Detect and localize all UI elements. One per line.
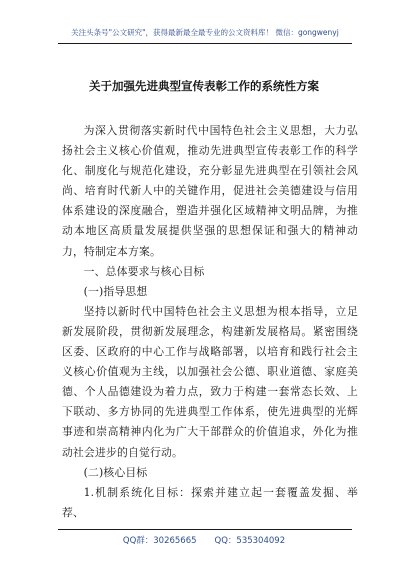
subsection-heading-goals: (二)核心目标 — [83, 465, 148, 479]
footer-divider — [58, 529, 352, 530]
guiding-paragraph: 坚持以新时代中国特色社会主义思想为根本指导，立足新发展阶段，贯彻新发展理念，构建新发展格局。紧密围绕区委、区政府的中心工作与战略部署，以培育和践行社会主义核心价值观为主线，以加强社会公德、职业道德、家庭美德、个人品德建设为着力点，致力于构建一套常态长效、上下联动、多方协同的先进典型工作体系，使先进典型的光辉事迹和崇高精神内化为广大干部群众的价值追求，外化为推动社会进步的自觉行动。 — [62, 304, 358, 459]
document-title: 关于加强先进典型宣传表彰工作的系统性方案 — [89, 79, 319, 93]
section-heading: 一、总体要求与核心目标 — [83, 264, 205, 278]
header-watermark: 关注头条号"公文研究"，获得最新最全最专业的公文资料库！ 微信：gongwenyj — [71, 28, 339, 37]
footer-qq: QQ：535304092 — [214, 536, 286, 546]
goal-item-1: 1.机制系统化目标：探索并建立起一套覆盖发掘、举荐、 — [62, 485, 358, 519]
footer-contacts — [0, 534, 408, 546]
document-body — [62, 121, 358, 523]
intro-paragraph: 为深入贯彻落实新时代中国特色社会主义思想，大力弘扬社会主义核心价值观，推动先进典型宣传表彰工作的科学化、制度化与规范化建设，充分彰显先进典型在引领社会风尚、培育时代新人中的关键作用，促进社会美德建设与信用体系建设的深度融合，塑造并强化区域精神文明品牌，为推动本地区高质量发展提供坚强的思想保证和强大的精神动力，特制定本方案。 — [62, 124, 358, 258]
footer-qq-group: QQ群：30265665 — [122, 536, 197, 546]
header-divider — [58, 43, 352, 44]
subsection-heading-guiding: (一)指导思想 — [83, 284, 148, 298]
